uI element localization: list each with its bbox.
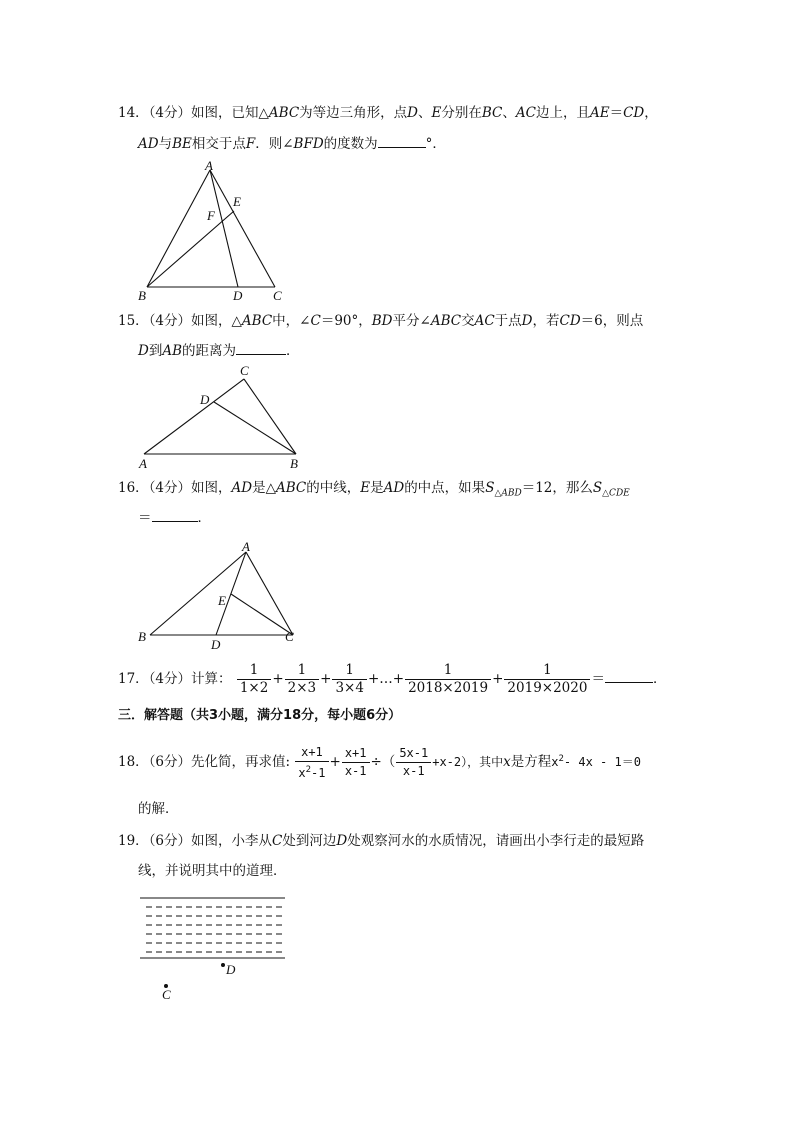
q14-text: 边上，且 bbox=[535, 105, 590, 121]
q15-text: ． bbox=[286, 343, 300, 359]
q14-var: CD bbox=[623, 105, 645, 121]
fraction bbox=[504, 662, 590, 697]
q14-var: F bbox=[245, 136, 256, 152]
plus-sign: + bbox=[329, 754, 341, 770]
q16-line1 bbox=[118, 478, 630, 504]
q16-var: S bbox=[485, 480, 495, 496]
q19-var: C bbox=[272, 833, 283, 849]
label-c: C bbox=[162, 987, 171, 1002]
q19-river-figure bbox=[130, 890, 300, 1005]
fraction bbox=[342, 745, 370, 780]
q15-var: ABC bbox=[430, 313, 462, 329]
q16-number: 16． bbox=[118, 480, 149, 496]
denominator: 2018×2019 bbox=[408, 680, 489, 696]
q14-text: 与 bbox=[158, 136, 173, 152]
q14-text: ．则∠ bbox=[255, 136, 294, 152]
q14-text: 的度数为 bbox=[323, 136, 378, 152]
q17-number: 17． bbox=[118, 671, 149, 687]
q14-text: °． bbox=[425, 136, 446, 152]
label-c: C bbox=[240, 363, 249, 378]
q19-line1 bbox=[118, 831, 644, 851]
q16-text: 是 bbox=[370, 480, 384, 496]
denominator: 2×3 bbox=[287, 680, 317, 696]
q14-var: AC bbox=[515, 105, 536, 121]
q14-var: AE bbox=[589, 105, 610, 121]
segment-ab bbox=[150, 552, 246, 635]
label-e: E bbox=[218, 593, 226, 608]
segment-be bbox=[147, 211, 234, 287]
q15-text: 于点 bbox=[494, 313, 522, 329]
q15-text: ＝6，则点 bbox=[580, 313, 644, 329]
exponent: 2 bbox=[558, 754, 564, 764]
segment-ac bbox=[246, 552, 293, 635]
q19-number: 19． bbox=[118, 833, 149, 849]
q14-line2 bbox=[138, 134, 446, 154]
q15-text: ＝90°， bbox=[320, 313, 372, 329]
q15-line1 bbox=[118, 311, 643, 331]
denominator: 2019×2020 bbox=[507, 680, 588, 696]
q15-text: 如图，△ bbox=[191, 313, 242, 329]
plus-sign: + bbox=[272, 671, 284, 687]
q17-text: ． bbox=[652, 671, 667, 687]
label-e: E bbox=[233, 194, 241, 209]
ellipsis: +…+ bbox=[367, 671, 405, 687]
q18-var: x bbox=[503, 754, 511, 770]
label-f: F bbox=[207, 208, 215, 223]
fraction bbox=[237, 662, 272, 697]
label-a: A bbox=[205, 158, 213, 173]
segment-cb bbox=[244, 379, 296, 454]
numerator: 5x-1 bbox=[396, 745, 431, 763]
equals-sign: ＝ bbox=[591, 671, 605, 687]
division-sign: ÷（ bbox=[370, 754, 396, 770]
q16-text: ＝12，那么 bbox=[521, 480, 593, 496]
q14-var: ABC bbox=[268, 105, 300, 121]
denominator bbox=[295, 762, 328, 782]
label-c: C bbox=[273, 288, 282, 303]
q14-triangle-figure bbox=[130, 158, 300, 308]
q18-points: （6分） bbox=[148, 754, 192, 770]
q14-var: BC bbox=[481, 105, 503, 121]
eq-rest: - 4x - 1＝0 bbox=[563, 755, 641, 769]
q16-var: E bbox=[360, 480, 371, 496]
label-d: D bbox=[211, 637, 221, 652]
label-b: B bbox=[290, 456, 298, 471]
numerator: 1 bbox=[405, 662, 491, 680]
q19-line2: 线，并说明其中的道理． bbox=[138, 863, 287, 879]
q15-text: 中，∠ bbox=[272, 313, 311, 329]
q14-var: BE bbox=[172, 136, 192, 152]
q14-text: ＝ bbox=[609, 105, 624, 121]
den-var: x bbox=[298, 765, 306, 780]
segment-ab bbox=[147, 170, 210, 287]
numerator: x+1 bbox=[342, 745, 370, 763]
q14-var: E bbox=[431, 105, 442, 121]
q14-var: AD bbox=[138, 136, 159, 152]
q15-var: ABC bbox=[241, 313, 273, 329]
q17-text: 计算： bbox=[191, 671, 232, 687]
answer-blank[interactable] bbox=[378, 135, 426, 148]
fraction bbox=[396, 745, 431, 780]
label-a: A bbox=[139, 456, 147, 471]
den-rest: -1 bbox=[311, 765, 326, 780]
denominator: x-1 bbox=[402, 764, 425, 778]
q15-var: C bbox=[310, 313, 321, 329]
q16-var: AD bbox=[383, 480, 405, 496]
q15-line2 bbox=[138, 341, 300, 361]
exponent: 2 bbox=[305, 764, 312, 775]
label-a: A bbox=[242, 539, 250, 554]
fraction bbox=[285, 662, 320, 697]
q18-text: 先化简，再求值: bbox=[191, 754, 291, 770]
label-b: B bbox=[138, 629, 146, 644]
q18-text: 是方程 bbox=[510, 754, 552, 770]
q15-var: BD bbox=[371, 313, 393, 329]
label-d: D bbox=[233, 288, 243, 303]
q17-line bbox=[118, 661, 666, 697]
q15-var: CD bbox=[559, 313, 581, 329]
q14-text: 分别在 bbox=[441, 105, 482, 121]
q16-text: 如图， bbox=[191, 480, 232, 496]
denominator: x-1 bbox=[344, 764, 367, 778]
q14-text: 、 bbox=[502, 105, 516, 121]
q19-var: D bbox=[336, 833, 348, 849]
q15-number: 15． bbox=[118, 313, 149, 329]
q16-text: 的中线， bbox=[306, 480, 361, 496]
segment-bd bbox=[214, 402, 296, 454]
q14-text: 如图，已知△ bbox=[191, 105, 269, 121]
q15-text: 平分∠ bbox=[392, 313, 431, 329]
q19-text: 处观察河水的水质情况，请画出小李行走的最短路 bbox=[347, 833, 645, 849]
q16-text: ． bbox=[197, 510, 211, 526]
fraction bbox=[405, 662, 491, 697]
plus-sign: + bbox=[492, 671, 504, 687]
q14-text: 为等边三角形，点 bbox=[299, 105, 408, 121]
q14-number: 14． bbox=[118, 105, 149, 121]
q18-line2: 的解． bbox=[138, 801, 179, 817]
denominator: 1×2 bbox=[239, 680, 269, 696]
q15-text: 交 bbox=[461, 313, 475, 329]
q15-var: AB bbox=[162, 343, 182, 359]
eq-var: x bbox=[551, 755, 559, 769]
answer-blank[interactable] bbox=[236, 342, 286, 355]
q14-text: 、 bbox=[418, 105, 432, 121]
numerator: 1 bbox=[504, 662, 590, 680]
q16-var: AD bbox=[231, 480, 253, 496]
numerator: x+1 bbox=[295, 744, 328, 762]
q14-var: D bbox=[407, 105, 418, 121]
section-heading: 三．解答题（共3小题，满分18分，每小题6分） bbox=[118, 708, 402, 723]
label-d: D bbox=[200, 392, 210, 407]
plus-sign: + bbox=[320, 671, 332, 687]
q18-equation bbox=[551, 755, 641, 769]
q14-text: ， bbox=[644, 105, 658, 121]
q15-points: （4分） bbox=[148, 313, 192, 329]
q16-text: ＝ bbox=[138, 510, 152, 526]
label-c: C bbox=[285, 629, 294, 644]
q15-var: D bbox=[138, 343, 149, 359]
q16-var: S bbox=[592, 480, 603, 496]
denominator: 3×4 bbox=[335, 680, 364, 696]
q18-expression: +x-2），其中 bbox=[432, 755, 504, 769]
q18-line1 bbox=[118, 740, 641, 782]
numerator: 1 bbox=[332, 662, 367, 680]
q17-points: （4分） bbox=[148, 671, 192, 687]
numerator: 1 bbox=[285, 662, 320, 680]
label-b: B bbox=[138, 288, 146, 303]
q16-text: 的中点，如果 bbox=[404, 480, 486, 496]
q16-subscript: △ABD bbox=[494, 488, 522, 499]
q15-text: 的距离为 bbox=[182, 343, 236, 359]
q15-var: D bbox=[521, 313, 533, 329]
answer-blank[interactable] bbox=[152, 509, 198, 522]
q14-var: BFD bbox=[293, 136, 324, 152]
point-d bbox=[221, 963, 225, 967]
segment-ac bbox=[144, 379, 244, 454]
q15-text: ，若 bbox=[532, 313, 560, 329]
q16-text: 是△ bbox=[252, 480, 276, 496]
q15-var: AC bbox=[474, 313, 495, 329]
q16-triangle-figure bbox=[130, 536, 310, 654]
q16-points: （4分） bbox=[148, 480, 192, 496]
q16-var: ABC bbox=[276, 480, 307, 496]
q14-points: （4分） bbox=[148, 105, 192, 121]
numerator: 1 bbox=[237, 662, 272, 680]
answer-blank[interactable] bbox=[605, 670, 653, 683]
q15-triangle-figure bbox=[130, 362, 310, 474]
q18-number: 18． bbox=[118, 754, 149, 770]
q15-text: 到 bbox=[148, 343, 163, 359]
q16-subscript: △CDE bbox=[602, 488, 630, 499]
fraction bbox=[295, 744, 328, 782]
label-d: D bbox=[226, 962, 236, 977]
q19-points: （6分） bbox=[148, 833, 192, 849]
q14-line1 bbox=[118, 103, 658, 123]
q14-text: 相交于点 bbox=[191, 136, 246, 152]
segment-ca bbox=[210, 170, 275, 287]
q19-text: 处到河边 bbox=[282, 833, 337, 849]
q16-line2 bbox=[138, 508, 211, 528]
fraction bbox=[332, 662, 367, 697]
q19-text: 如图，小李从 bbox=[191, 833, 273, 849]
segment-ec bbox=[231, 594, 293, 635]
